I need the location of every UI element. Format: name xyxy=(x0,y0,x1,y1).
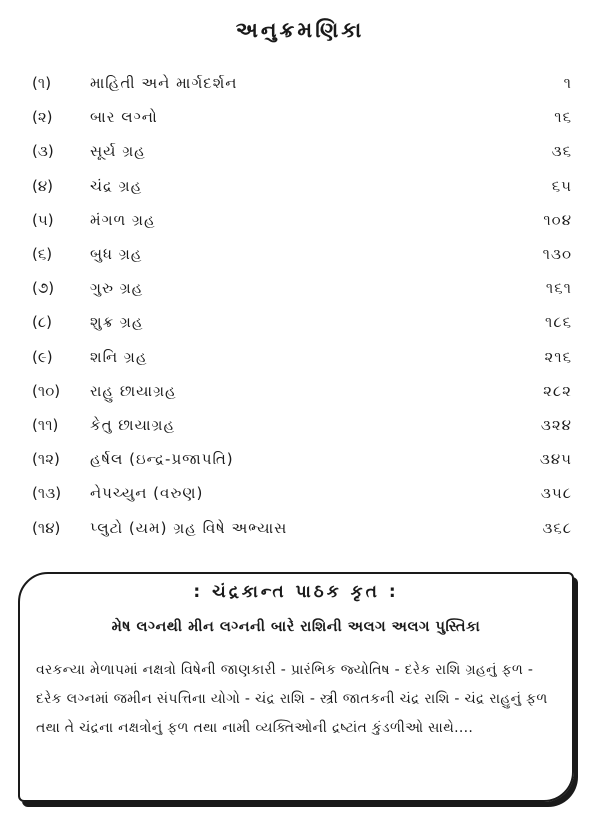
toc-entry-number: (૧૨) xyxy=(32,450,60,469)
toc-entry-page: ૨૧૬ xyxy=(544,347,572,366)
toc-entry-title: બુધ ગ્રહ xyxy=(90,245,143,264)
toc-entry-title: કેતુ છાયાગ્રહ xyxy=(90,415,176,434)
toc-entry-number: (૧) xyxy=(32,74,52,93)
toc-entry-number: (૧૪) xyxy=(32,518,61,537)
toc-entry-number: (૧૩) xyxy=(32,484,62,503)
toc-entry-number: (૮) xyxy=(32,313,52,332)
toc-entry xyxy=(32,374,572,408)
toc-entry-title: માહિતી અને માર્ગદર્શન xyxy=(90,74,238,93)
toc-entry-title: ચંદ્ર ગ્રહ xyxy=(90,176,143,195)
toc-entry-title: શનિ ગ્રહ xyxy=(90,347,148,366)
toc-entry-page: ૧૬ xyxy=(554,108,572,127)
toc-entry xyxy=(32,510,572,544)
toc-entry xyxy=(32,169,572,203)
toc-entry xyxy=(32,237,572,271)
toc-entry-page: ૩૬૮ xyxy=(542,518,572,537)
toc-entry-page: ૨૮૨ xyxy=(543,381,572,400)
promo-body: વરકન્યા મેળાપમાં નક્ષત્રો વિષેની જાણકારી - પ્રારંભિક જ્યોતિષ - દરેક રાશિ ગ્રહનું ફળ - દરેક લગ્નમાં જમીન સંપત્તિના યોગો - ચંદ્ર રાશિ - સ્ત્રી જાતકની ચંદ્ર રાશિ - ચંદ્ર રાહુનું ફળ તથા તે ચંદ્રના નક્ષત્રોનું ફળ તથા નામી વ્યક્તિઓની દ્રષ્ટાંત કુંડળીઓ સાથે.... xyxy=(36,662,548,736)
toc-entry-page: ૩૨૪ xyxy=(540,415,572,434)
toc-entry xyxy=(32,271,572,305)
toc-entry-title: સૂર્ય ગ્રહ xyxy=(90,142,146,161)
toc-entry-number: (૪) xyxy=(32,176,54,195)
toc-entry xyxy=(32,340,572,374)
toc-entry-number: (૧૦) xyxy=(32,381,61,400)
toc-entry xyxy=(32,100,572,134)
toc-entry-title: ગુરુ ગ્રહ xyxy=(90,279,144,298)
page-title: અનુક્રમણિકા xyxy=(235,18,365,42)
toc-entry xyxy=(32,203,572,237)
promo-subheading: મેષ લગ્નથી મીન લગ્નની બારે રાશિની અલગ અલગ પુસ્તિકા xyxy=(111,619,481,635)
toc-entry-number: (૯) xyxy=(32,347,53,366)
toc-entry xyxy=(32,442,572,476)
promo-heading: : ચંદ્રકાન્ત પાઠક કૃત : xyxy=(193,582,399,602)
toc-entry-page: ૧૦૪ xyxy=(543,210,572,229)
toc-entry-page: ૩૬ xyxy=(551,142,572,161)
toc-entry-title: નેપચ્યુન (વરુણ) xyxy=(90,484,204,503)
toc-entry xyxy=(32,66,572,100)
toc-entry-number: (૧૧) xyxy=(32,415,59,434)
toc-entry xyxy=(32,476,572,510)
toc-entry-page: ૧૮૬ xyxy=(544,313,572,332)
toc-entry-page: ૧૬૧ xyxy=(545,279,572,298)
toc-entry-title: હર્ષલ (ઇન્દ્ર-પ્રજાપતિ) xyxy=(90,450,234,469)
toc-entry-title: શુક્ર ગ્રહ xyxy=(90,313,144,332)
toc-entry-number: (૬) xyxy=(32,245,53,264)
toc-entry-page: ૩૪૫ xyxy=(539,450,572,469)
promo-box xyxy=(18,572,574,802)
toc-entry-title: મંગળ ગ્રહ xyxy=(90,210,156,229)
toc-entry-title: રાહુ છાયાગ્રહ xyxy=(90,381,177,400)
toc-entry xyxy=(32,134,572,168)
toc-entry-number: (૭) xyxy=(32,279,55,298)
toc-entry-number: (૨) xyxy=(32,108,53,127)
toc-entry-page: ૬૫ xyxy=(551,176,572,195)
toc-entry-title: પ્લુટો (યમ) ગ્રહ વિષે અભ્યાસ xyxy=(90,518,288,537)
toc-entry-number: (૩) xyxy=(32,142,54,161)
toc-entry xyxy=(32,305,572,339)
toc-entry-page: ૩૫૮ xyxy=(540,484,572,503)
toc-entry-page: ૧ xyxy=(563,74,572,93)
toc-entry-title: બાર લગ્નો xyxy=(90,108,158,127)
toc-entry-page: ૧૩૦ xyxy=(542,245,572,264)
toc-entry xyxy=(32,408,572,442)
toc-entry-number: (૫) xyxy=(32,210,54,229)
table-of-contents xyxy=(32,66,572,545)
